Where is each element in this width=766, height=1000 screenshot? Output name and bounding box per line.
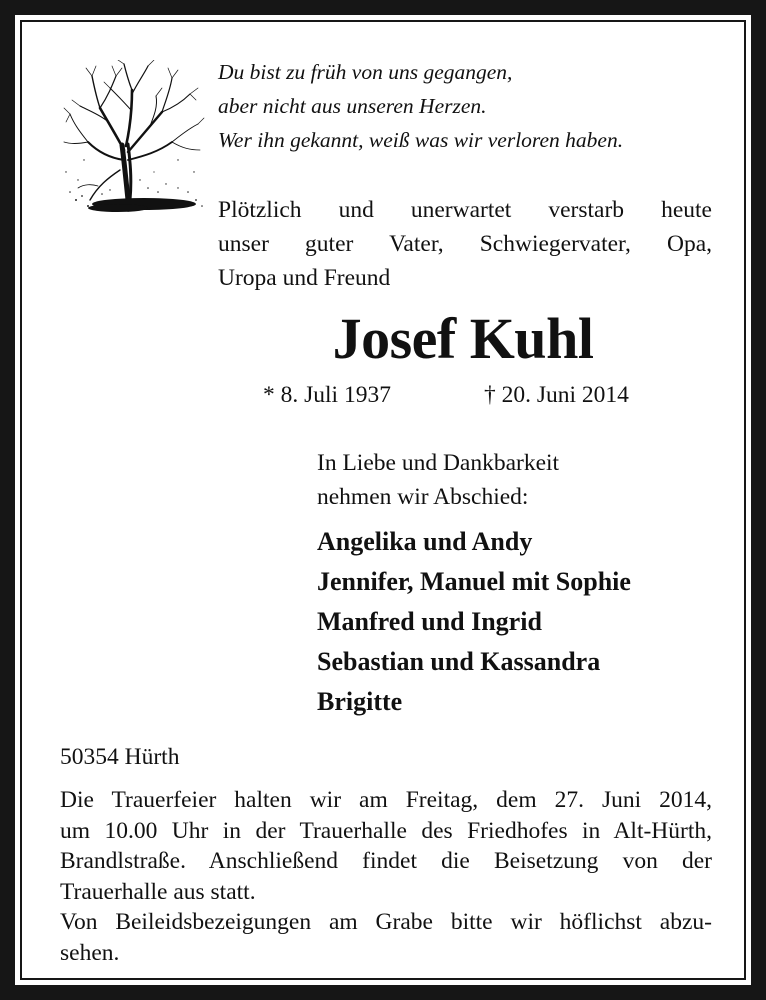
birth-date: * 8. Juli 1937 bbox=[263, 382, 391, 408]
farewell-line: nehmen wir Abschied: bbox=[317, 484, 529, 510]
service-line: Trauerhalle aus statt. bbox=[60, 878, 256, 905]
mourner-name: Jennifer, Manuel mit Sophie bbox=[317, 567, 631, 596]
farewell-line: In Liebe und Dankbarkeit bbox=[317, 450, 560, 476]
poem-line: Wer ihn gekannt, weiß was wir verloren haben. bbox=[218, 128, 624, 152]
poem-line: Du bist zu früh von uns gegangen, bbox=[218, 60, 513, 84]
service-details bbox=[60, 785, 712, 968]
mourner-name: Brigitte bbox=[317, 687, 403, 716]
announcement-line: unser guter Vater, Schwiegervater, Opa, bbox=[218, 231, 712, 257]
deceased-name: Josef Kuhl bbox=[332, 306, 594, 371]
mourners-list bbox=[317, 522, 631, 722]
service-line: Brandlstraße. Anschließend findet die Beisetzung von der bbox=[60, 848, 712, 874]
bare-tree-icon bbox=[58, 60, 206, 218]
place: 50354 Hürth bbox=[60, 744, 180, 770]
service-line: sehen. bbox=[60, 939, 120, 966]
announcement-line: Plötzlich und unerwartet verstarb heute bbox=[218, 197, 712, 223]
announcement-line: Uropa und Freund bbox=[218, 265, 391, 291]
service-line: Die Trauerfeier halten wir am Freitag, dem 27. Juni 2014, bbox=[60, 787, 712, 813]
announcement-text bbox=[218, 193, 712, 295]
mourner-name: Angelika und Andy bbox=[317, 527, 533, 556]
mourner-name: Manfred und Ingrid bbox=[317, 607, 542, 636]
service-line: um 10.00 Uhr in der Trauerhalle des Friedhofes in Alt-Hürth, bbox=[60, 817, 712, 844]
death-date: † 20. Juni 2014 bbox=[484, 382, 629, 408]
mourner-name: Sebastian und Kassandra bbox=[317, 647, 601, 676]
poem-line: aber nicht aus unseren Herzen. bbox=[218, 94, 487, 118]
poem bbox=[218, 55, 623, 157]
farewell-text bbox=[317, 446, 559, 514]
service-line: Von Beileidsbezeigungen am Grabe bitte wir höflichst abzu- bbox=[60, 909, 712, 935]
